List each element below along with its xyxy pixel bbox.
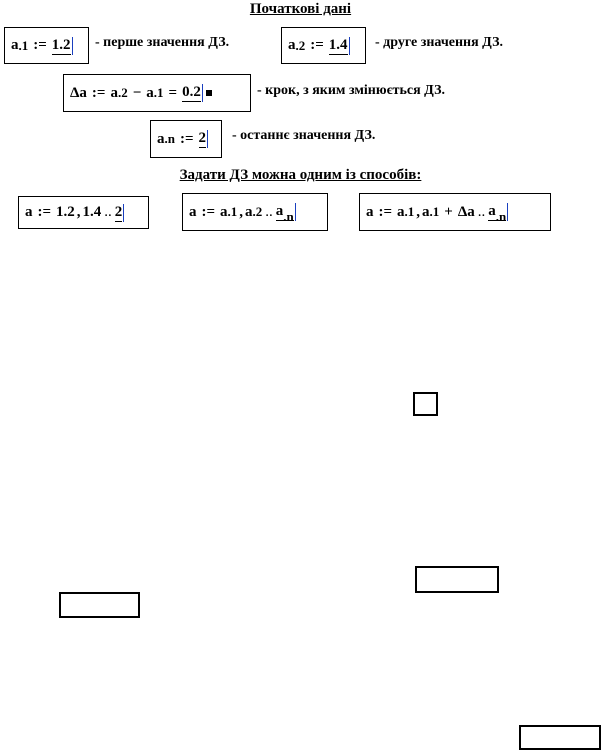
m2-lhs: a xyxy=(189,203,197,220)
an-var: a xyxy=(157,130,165,147)
a2-cursor xyxy=(349,37,350,55)
an-definition-region[interactable]: a .n := 2 xyxy=(150,120,222,158)
method3-region[interactable]: a := a .1 , a .1 + Δa .. $a_{.n}$ xyxy=(359,193,551,231)
delta-cursor xyxy=(202,84,203,102)
delta-eq: = xyxy=(168,84,178,101)
m1-cursor xyxy=(123,204,124,222)
delta-definition-region[interactable]: Δa := a .2 − a .1 = 0.2 xyxy=(63,74,251,112)
m3-range: .. xyxy=(477,203,486,220)
a2-assign: := xyxy=(310,37,324,53)
m1-range: .. xyxy=(104,204,112,220)
empty-placeholder-square[interactable] xyxy=(413,392,438,416)
m2-v2: a xyxy=(245,203,253,220)
m2-assign: := xyxy=(201,203,216,220)
m1-p3[interactable]: 2 xyxy=(114,203,123,220)
m1-p1: 1.2 xyxy=(56,204,75,220)
empty-placeholder-rect-1[interactable] xyxy=(415,566,499,593)
m2-cursor xyxy=(295,203,296,221)
m3-s3: .n xyxy=(495,209,507,224)
an-value[interactable]: 2 xyxy=(198,130,207,146)
m3-v2: a xyxy=(422,203,430,220)
empty-placeholder-rect-3[interactable] xyxy=(519,725,601,750)
delta-minus: − xyxy=(132,84,142,101)
unit-placeholder-icon[interactable] xyxy=(206,90,212,96)
empty-placeholder-rect-2[interactable] xyxy=(59,592,140,618)
m1-assign: := xyxy=(37,204,52,220)
a2-value[interactable]: 1.4 xyxy=(328,36,348,53)
m2-s3: .n xyxy=(283,209,294,224)
m2-range: .. xyxy=(265,203,273,220)
a1-assign: := xyxy=(33,37,47,53)
m1-comma: , xyxy=(76,204,81,220)
a2-definition-region[interactable]: a .2 := 1.4 xyxy=(281,27,366,64)
an-label: - останнє значення ДЗ. xyxy=(232,128,376,143)
delta-var: Δa xyxy=(70,84,87,101)
a1-var: a xyxy=(11,37,19,53)
method2-region[interactable]: a := a .1 , a .2 .. $a_{.n}$ xyxy=(182,193,328,231)
a1-definition-region[interactable]: a .1 := 1.2 xyxy=(4,27,89,64)
m3-comma: , xyxy=(416,203,421,220)
m2-comma: , xyxy=(239,203,244,220)
method1-region[interactable] xyxy=(18,196,149,229)
m3-assign: := xyxy=(378,203,393,220)
a1-cursor xyxy=(72,37,73,55)
m3-end[interactable] xyxy=(488,203,507,224)
delta-a2-var: a xyxy=(110,84,118,101)
m3-cursor xyxy=(507,203,508,221)
m2-v1: a xyxy=(220,203,228,220)
m3-lhs: a xyxy=(366,203,374,220)
page-title: Початкові дані xyxy=(249,1,352,17)
delta-label: - крок, з яким змінюється ДЗ. xyxy=(257,83,446,98)
m3-v3: a xyxy=(488,203,496,219)
an-cursor xyxy=(207,130,208,148)
a1-value[interactable]: 1.2 xyxy=(51,36,71,53)
delta-assign: := xyxy=(91,84,106,101)
delta-a1-var: a xyxy=(146,84,154,101)
m1-p2: 1.4 xyxy=(82,204,102,220)
m3-plus: + xyxy=(444,203,453,220)
m3-delta: Δa xyxy=(457,203,475,220)
a1-label: - перше значення ДЗ. xyxy=(95,35,230,50)
an-assign: := xyxy=(179,130,194,147)
m2-end[interactable] xyxy=(275,203,294,224)
m2-v3: a xyxy=(275,203,284,219)
delta-result: 0.2 xyxy=(182,84,201,100)
m3-v1: a xyxy=(397,203,405,220)
m1-lhs: a xyxy=(25,204,33,220)
a2-label: - друге значення ДЗ. xyxy=(375,35,504,50)
methods-title: Задати ДЗ можна одним із способів: xyxy=(179,167,422,183)
a2-var: a xyxy=(288,37,296,53)
